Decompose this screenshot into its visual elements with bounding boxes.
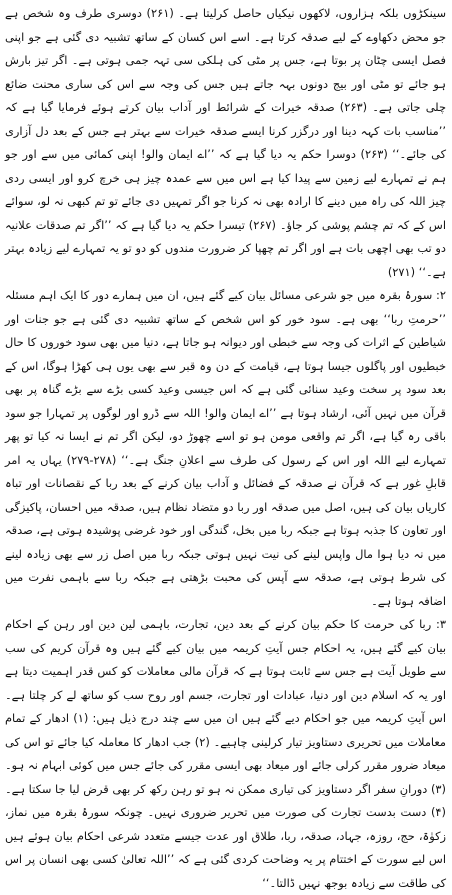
paragraph-transactions: ۳: ربا کی حرمت کا حکم بیان کرنے کے بعد دین، تجارت، باہمی لین دین اور رہن کے احکام بیان کیے گئے ہیں، یہ احکام جس آیتِ کریمہ میں بیان کیے گئے ہیں وہ قرآن کریم کی سب سے طویل آیت ہے جس سے ثابت ہوتا ہے کہ قرآن مالی معاملات کو کس قدر اہمیت دیتا ہے اور یہ کہ اسلام دین اور دنیا، عبادات اور تجارت، جسم اور روح سب کو ساتھ لے کر چلتا ہے۔ اس آیتِ کریمہ میں جو احکام دیے گئے ہیں ان میں سے چند درج ذیل ہیں: (۱) ادھار کے تمام معاملات میں تحریری دستاویز تیار کرلینی چاہیے۔ (۲) جب ادھار کا معاملہ کیا جائے تو اس کی میعاد ضرور مقرر کرلی جائے اور میعاد بھی ایسی مقرر کی جائے جس میں کوئی ابہام نہ ہو۔ (۳) دورانِ سفر اگر دستاویز کی تیاری ممکن نہ ہو تو رہن رکھ کر بھی قرض لیا جا سکتا ہے۔ (۴) دست بدست تجارت کی صورت میں تحریر ضروری نہیں۔ چونکہ سورۂ بقرہ میں نماز، زکوٰۃ، حج، روزہ، جہاد، صدقہ، ربا، طلاق اور عدت جیسے متعدد شرعی احکام بیان ہوئے ہیں اس لیے سورت کے اختتام پر یہ وضاحت کردی گئی ہے کہ ’’اللہ تعالیٰ کسی بھی انسان پر اس کی طاقت سے زیادہ بوجھ نہیں ڈالتا۔‘‘ <box>5 617 446 890</box>
paragraph-intro: سینکڑوں بلکہ ہزاروں، لاکھوں نیکیاں حاصل کرلیتا ہے۔ (۲۶۱) دوسری طرف وہ شخص ہے جو محض دکھاوے کے لیے صدقہ کرتا ہے۔ اسے اس کسان کے ساتھ تشبیہ دی گئی ہے جو اپنی فصل ایسی چٹان پر بوتا ہے، جس پر مٹی کی ہلکی سی تہہ جمی ہوتی ہے۔ اگر تیز بارش ہو جائے تو مٹی اور بیج دونوں بہہ جاتے ہیں جس کی وجہ سے اس کی ساری محنت ضائع چلی جاتی ہے۔ (۲۶۳) صدقہ خیرات کے شرائط اور آداب بیان کرتے ہوئے فرمایا گیا ہے کہ ’’مناسب بات کہہ دینا اور درگزر کرنا ایسے صدقہ خیرات سے بہتر ہے جس کے بعد دل آزاری کی جائے۔‘‘ (۲۶۳) دوسرا حکم یہ دیا گیا ہے کہ ’’اے ایمان والو! اپنی کمائی میں سے اور جو ہم نے تمہارے لیے زمین سے پیدا کیا ہے اس میں سے عمدہ چیز ہی خرچ کرو اور ایسی ردی چیز اللہ کی راہ میں دینے کا ارادہ بھی نہ کرنا جو اگر تمہیں دی جائے تو تم کبھی نہ لو، سوائے اس کے کہ تم چشم پوشی کر جاؤ۔ (۲۶۷) تیسرا حکم یہ دیا گیا ہے کہ ’’اگر تم صدقات علانیہ دو تب بھی اچھی بات ہے اور اگر تم چھپا کر ضرورت مندوں کو دو تو یہ تمہارے لیے زیادہ بہتر ہے۔‘‘ (۲۷۱) <box>5 6 447 279</box>
paragraph-riba: ۲: سورۂ بقرہ میں جو شرعی مسائل بیان کیے گئے ہیں، ان میں ہمارے دور کا ایک اہم مسئلہ ’’حرمتِ ربا‘‘ بھی ہے۔ سود خور کو اس شخص کے ساتھ تشبیہ دی گئی ہے جو جنات اور شیاطین کے اثرات کی وجہ سے خبطی اور دیوانہ ہو جاتا ہے، دنیا میں بھی سود خوروں کا حال خبطیوں اور پاگلوں جیسا ہوتا ہے، قیامت کے دن وہ قبر سے بھی یوں ہی کھڑا ہوگا، اس کے بعد سود پر سخت وعید سنائی گئی ہے کہ اس جیسی وعید کسی بڑے سے بڑے گناہ پر بھی قرآن میں نہیں آئی، ارشاد ہوتا ہے ’’اے ایمان والو! اللہ سے ڈرو اور لوگوں پر تمہارا جو سود باقی رہ گیا ہے، اگر تم واقعی مومن ہو تو اسے چھوڑ دو، لیکن اگر تم نے ایسا نہ کیا تو پھر تمہارے لیے اللہ اور اس کے رسول کی طرف سے اعلانِ جنگ ہے۔‘‘ (۲۷۸-۲۷۹) یہاں یہ امر قابلِ غور ہے کہ قرآن نے صدقہ کے فضائل و آداب بیان کرنے کے بعد ربا کے نقصانات اور تباہ کاریاں بیان کی ہیں، اصل میں صدقہ اور ربا دو متضاد نظام ہیں، صدقہ میں احسان، پاکیزگی اور تعاون کا جذبہ ہوتا ہے جبکہ ربا میں بخل، گندگی اور خود غرضی پوشیدہ ہوتی ہے، صدقہ میں نہ دیا ہوا مال واپس لینے کی نیت نہیں ہوتی جبکہ ربا میں اصل زر سے بھی زیادہ لینے کی شرط ہوتی ہے، صدقہ سے آپس کی محبت بڑھتی ہے جبکہ ربا سے باہمی نفرت میں اضافہ ہوتا ہے۔ <box>5 288 446 608</box>
